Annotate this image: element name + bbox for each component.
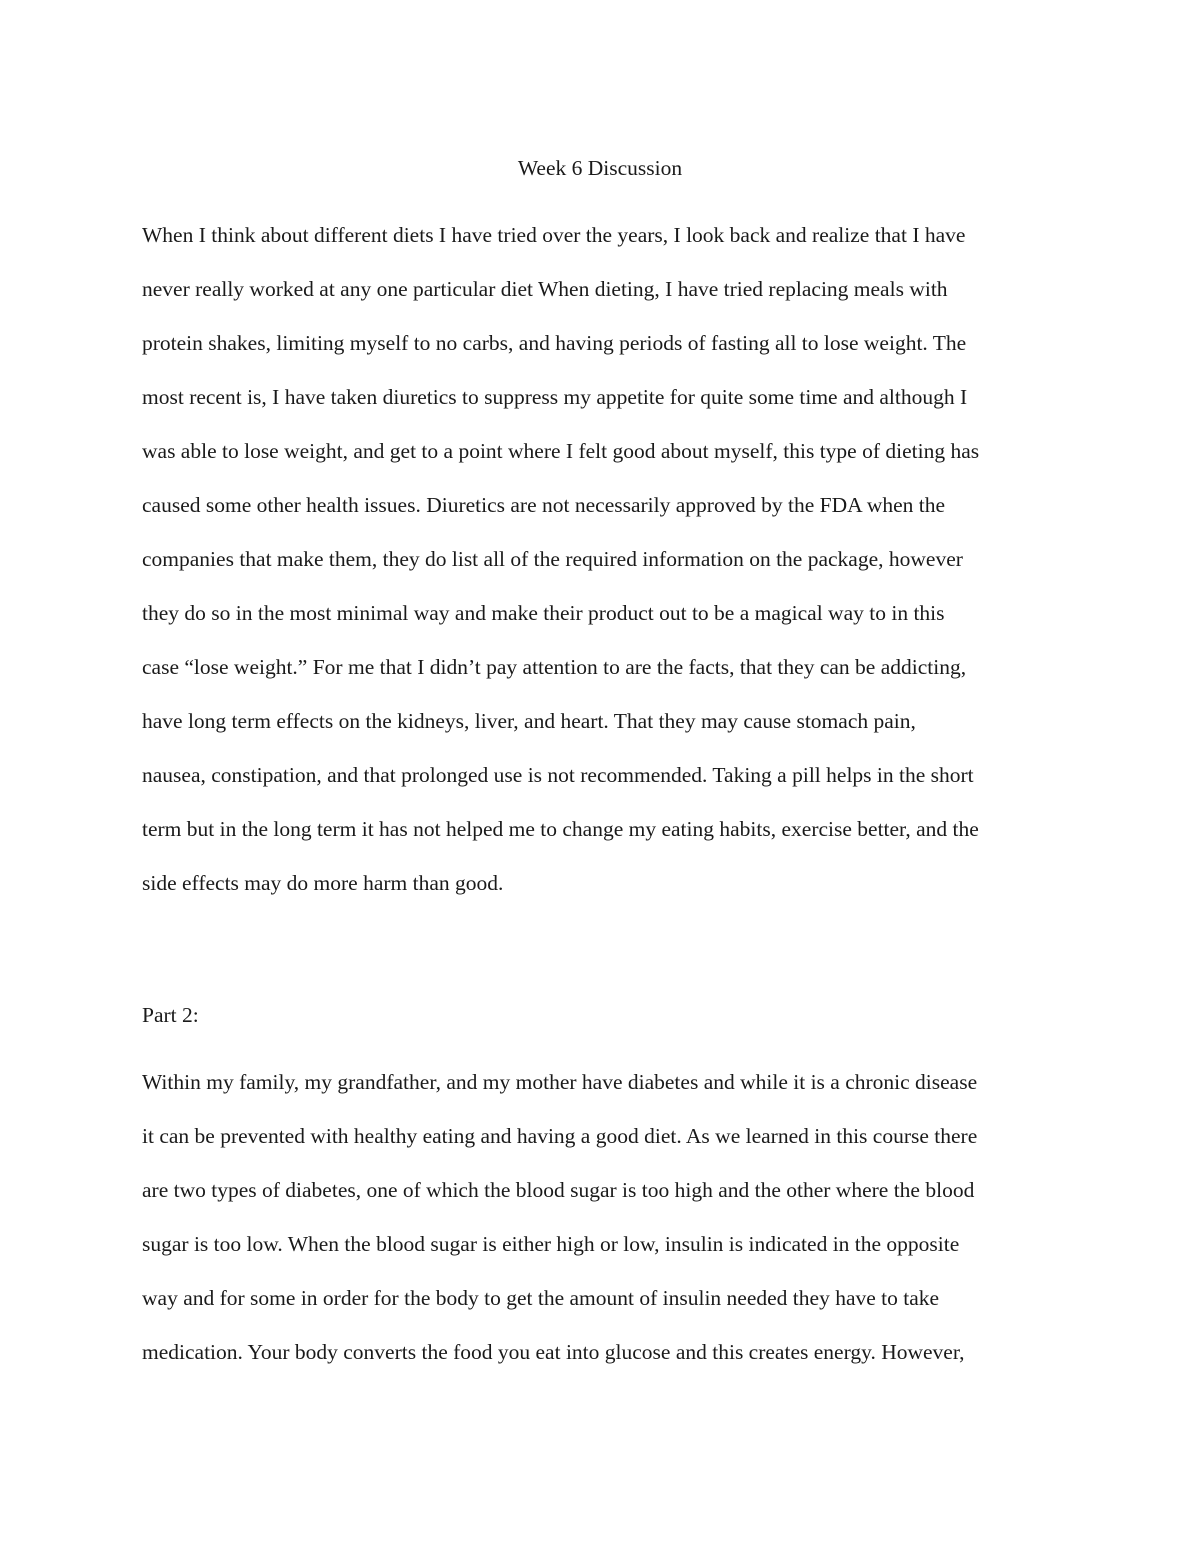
- paragraph-line: way and for some in order for the body to get the amount of insulin needed they have to take: [142, 1286, 940, 1310]
- paragraph-line: term but in the long term it has not helped me to change my eating habits, exercise better, and the: [142, 817, 979, 841]
- paragraph-line: case “lose weight.” For me that I didn’t pay attention to are the facts, that they can be addicting,: [142, 655, 967, 679]
- document-title: Week 6 Discussion: [517, 156, 683, 180]
- paragraph-line: sugar is too low. When the blood sugar is either high or low, insulin is indicated in the opposite: [142, 1232, 960, 1256]
- paragraph-line: Within my family, my grandfather, and my mother have diabetes and while it is a chronic disease: [142, 1070, 978, 1094]
- paragraph-line: caused some other health issues. Diuretics are not necessarily approved by the FDA when the: [142, 493, 946, 517]
- paragraph-line: medication. Your body converts the food you eat into glucose and this creates energy. However,: [142, 1340, 965, 1364]
- paragraph-line: it can be prevented with healthy eating and having a good diet. As we learned in this course there: [142, 1124, 978, 1148]
- paragraph-line: side effects may do more harm than good.: [142, 871, 504, 895]
- paragraph-line: When I think about different diets I have tried over the years, I look back and realize that I have: [142, 223, 966, 247]
- paragraph-line: never really worked at any one particular diet When dieting, I have tried replacing meals with: [142, 277, 948, 301]
- paragraph-line: they do so in the most minimal way and make their product out to be a magical way to in this: [142, 601, 945, 625]
- paragraph-line: was able to lose weight, and get to a point where I felt good about myself, this type of dieting has: [142, 439, 980, 463]
- paragraph-line: protein shakes, limiting myself to no carbs, and having periods of fasting all to lose weight. The: [142, 331, 967, 355]
- paragraph-line: nausea, constipation, and that prolonged use is not recommended. Taking a pill helps in the short: [142, 763, 974, 787]
- paragraph-line: are two types of diabetes, one of which the blood sugar is too high and the other where the blood: [142, 1178, 975, 1202]
- part2-heading: Part 2:: [142, 1003, 199, 1027]
- paragraph-line: have long term effects on the kidneys, liver, and heart. That they may cause stomach pain,: [142, 709, 916, 733]
- paragraph-line: companies that make them, they do list all of the required information on the package, however: [142, 547, 963, 571]
- paragraph-line: most recent is, I have taken diuretics to suppress my appetite for quite some time and although I: [142, 385, 968, 409]
